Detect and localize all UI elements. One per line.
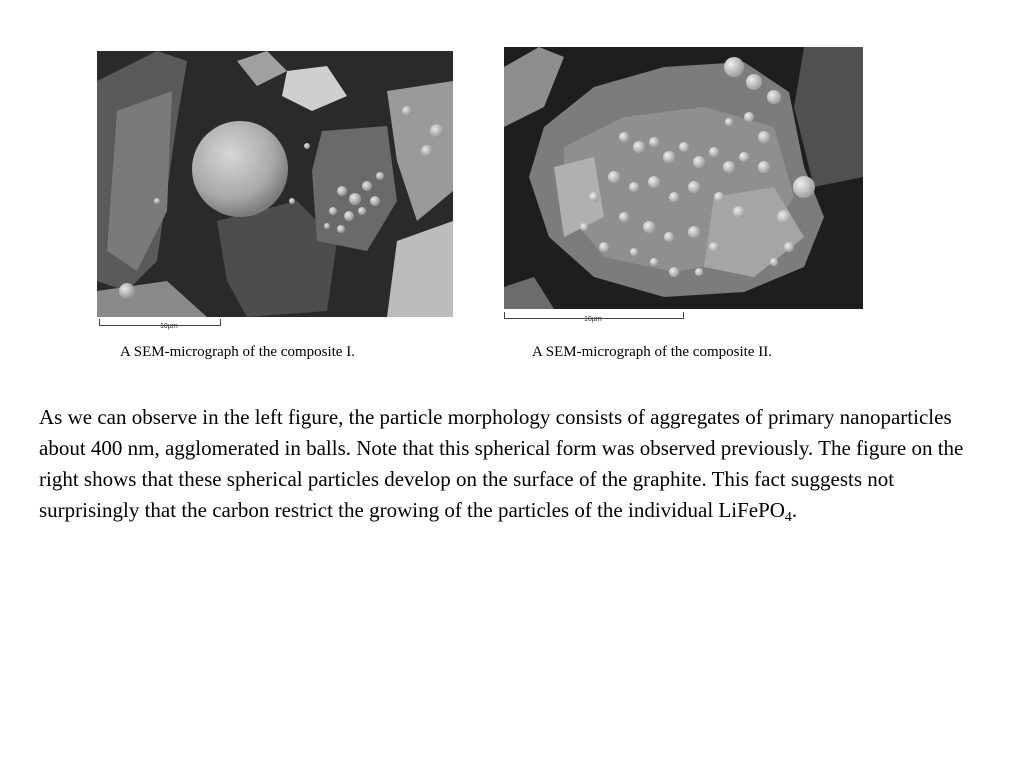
caption-composite-2: A SEM-micrograph of the composite II.	[532, 344, 772, 360]
caption-composite-1: A SEM-micrograph of the composite I.	[120, 344, 355, 360]
body-text: As we can observe in the left figure, the particle morphology consists of aggregates of primary nanoparticles about 400 nm, agglomerated in balls. Note that this spherical form was observed previously. The figure on the right shows that these spherical particles develop on the surface of the graphite. This fact suggests not surprisingly that the carbon restrict the growing of the particles of the individual LiFePO	[39, 405, 964, 522]
sem-figure-2	[504, 47, 863, 327]
body-paragraph	[39, 402, 989, 526]
body-end: .	[791, 498, 798, 522]
scale-label-2: 10µm	[584, 316, 602, 323]
body-subscript: 4	[784, 510, 792, 525]
sem-micrograph-1	[97, 51, 453, 317]
scale-label-1: 10µm	[160, 323, 178, 330]
sem-figure-1	[97, 51, 453, 331]
sem-micrograph-2	[504, 47, 863, 309]
